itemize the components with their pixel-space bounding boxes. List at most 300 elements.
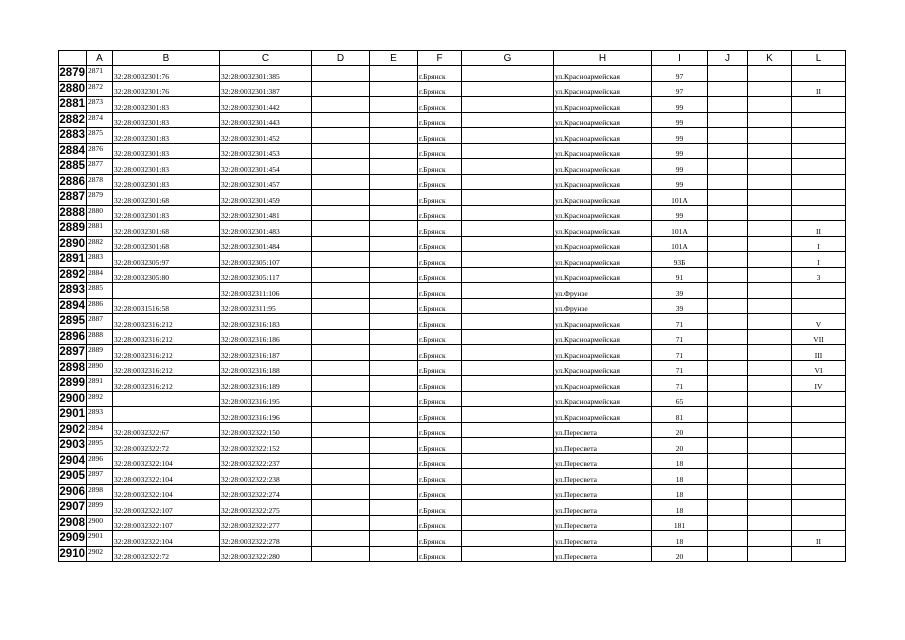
cell-d[interactable] bbox=[312, 376, 370, 392]
cell-a[interactable]: 2898 bbox=[87, 484, 113, 500]
cell-j[interactable] bbox=[708, 391, 748, 407]
cell-j[interactable] bbox=[708, 422, 748, 438]
cell-h[interactable]: ул.Пересвета bbox=[554, 500, 652, 516]
cell-d[interactable] bbox=[312, 66, 370, 82]
row-number[interactable]: 2892 bbox=[59, 268, 85, 281]
column-header-c[interactable]: C bbox=[220, 51, 312, 66]
cell-g[interactable] bbox=[462, 469, 554, 485]
cell-e[interactable] bbox=[370, 531, 418, 547]
cell-l[interactable] bbox=[792, 469, 846, 485]
cell-l[interactable] bbox=[792, 97, 846, 113]
cell-e[interactable] bbox=[370, 438, 418, 454]
cell-g[interactable] bbox=[462, 546, 554, 562]
cell-f[interactable]: г.Брянск bbox=[418, 283, 462, 299]
cell-j[interactable] bbox=[708, 345, 748, 361]
row-number[interactable]: 2883 bbox=[59, 129, 85, 142]
row-number[interactable]: 2884 bbox=[59, 144, 85, 157]
cell-i[interactable]: 93Б bbox=[652, 252, 708, 268]
cell-h[interactable]: ул.Пересвета bbox=[554, 531, 652, 547]
cell-e[interactable] bbox=[370, 97, 418, 113]
cell-e[interactable] bbox=[370, 81, 418, 97]
cell-f[interactable]: г.Брянск bbox=[418, 515, 462, 531]
cell-h[interactable]: ул.Красноармейская bbox=[554, 314, 652, 330]
cell-a[interactable]: 2880 bbox=[87, 205, 113, 221]
cell-f[interactable]: г.Брянск bbox=[418, 345, 462, 361]
cell-j[interactable] bbox=[708, 500, 748, 516]
cell-b[interactable]: 32:28:0032322:72 bbox=[113, 546, 220, 562]
cell-e[interactable] bbox=[370, 422, 418, 438]
cell-e[interactable] bbox=[370, 329, 418, 345]
cell-f[interactable]: г.Брянск bbox=[418, 407, 462, 423]
cell-j[interactable] bbox=[708, 469, 748, 485]
cell-f[interactable]: г.Брянск bbox=[418, 267, 462, 283]
cell-l[interactable] bbox=[792, 190, 846, 206]
cell-b[interactable]: 32:28:0032316:212 bbox=[113, 329, 220, 345]
cell-h[interactable]: ул.Красноармейская bbox=[554, 128, 652, 144]
cell-k[interactable] bbox=[748, 252, 792, 268]
cell-l[interactable] bbox=[792, 515, 846, 531]
cell-g[interactable] bbox=[462, 205, 554, 221]
cell-d[interactable] bbox=[312, 438, 370, 454]
column-header-k[interactable]: K bbox=[748, 51, 792, 66]
row-number[interactable]: 2895 bbox=[59, 315, 85, 328]
cell-j[interactable] bbox=[708, 453, 748, 469]
cell-c[interactable]: 32:28:0032301:453 bbox=[220, 143, 312, 159]
cell-k[interactable] bbox=[748, 531, 792, 547]
cell-d[interactable] bbox=[312, 97, 370, 113]
row-number[interactable]: 2900 bbox=[59, 392, 85, 405]
cell-l[interactable] bbox=[792, 500, 846, 516]
cell-l[interactable] bbox=[792, 205, 846, 221]
cell-c[interactable]: 32:28:0032316:196 bbox=[220, 407, 312, 423]
cell-c[interactable]: 32:28:0032301:442 bbox=[220, 97, 312, 113]
cell-g[interactable] bbox=[462, 484, 554, 500]
cell-a[interactable]: 2899 bbox=[87, 500, 113, 516]
cell-j[interactable] bbox=[708, 128, 748, 144]
column-header-i[interactable]: I bbox=[652, 51, 708, 66]
cell-e[interactable] bbox=[370, 236, 418, 252]
cell-a[interactable]: 2894 bbox=[87, 422, 113, 438]
cell-j[interactable] bbox=[708, 236, 748, 252]
cell-d[interactable] bbox=[312, 283, 370, 299]
cell-h[interactable]: ул.Пересвета bbox=[554, 438, 652, 454]
cell-h[interactable]: ул.Красноармейская bbox=[554, 190, 652, 206]
cell-f[interactable]: г.Брянск bbox=[418, 500, 462, 516]
cell-j[interactable] bbox=[708, 205, 748, 221]
cell-i[interactable]: 99 bbox=[652, 174, 708, 190]
cell-a[interactable]: 2874 bbox=[87, 112, 113, 128]
cell-i[interactable]: 81 bbox=[652, 407, 708, 423]
cell-f[interactable]: г.Брянск bbox=[418, 314, 462, 330]
cell-l[interactable]: VI bbox=[792, 360, 846, 376]
cell-j[interactable] bbox=[708, 407, 748, 423]
cell-g[interactable] bbox=[462, 97, 554, 113]
cell-g[interactable] bbox=[462, 267, 554, 283]
cell-i[interactable]: 99 bbox=[652, 97, 708, 113]
cell-h[interactable]: ул.Красноармейская bbox=[554, 81, 652, 97]
cell-d[interactable] bbox=[312, 159, 370, 175]
cell-f[interactable]: г.Брянск bbox=[418, 484, 462, 500]
cell-f[interactable]: г.Брянск bbox=[418, 438, 462, 454]
row-number[interactable]: 2893 bbox=[59, 284, 85, 297]
cell-d[interactable] bbox=[312, 174, 370, 190]
row-number[interactable]: 2909 bbox=[59, 532, 85, 545]
cell-c[interactable]: 32:28:0032311:106 bbox=[220, 283, 312, 299]
cell-k[interactable] bbox=[748, 329, 792, 345]
cell-i[interactable]: 99 bbox=[652, 143, 708, 159]
cell-g[interactable] bbox=[462, 314, 554, 330]
cell-j[interactable] bbox=[708, 283, 748, 299]
cell-i[interactable]: 18 bbox=[652, 531, 708, 547]
cell-c[interactable]: 32:28:0032301:385 bbox=[220, 66, 312, 82]
cell-k[interactable] bbox=[748, 314, 792, 330]
cell-h[interactable]: ул.Фрунзе bbox=[554, 283, 652, 299]
row-number[interactable]: 2880 bbox=[59, 82, 85, 95]
cell-g[interactable] bbox=[462, 190, 554, 206]
cell-h[interactable]: ул.Красноармейская bbox=[554, 407, 652, 423]
cell-k[interactable] bbox=[748, 97, 792, 113]
cell-b[interactable]: 32:28:0032301:68 bbox=[113, 236, 220, 252]
cell-k[interactable] bbox=[748, 298, 792, 314]
cell-h[interactable]: ул.Красноармейская bbox=[554, 174, 652, 190]
cell-l[interactable] bbox=[792, 174, 846, 190]
cell-j[interactable] bbox=[708, 221, 748, 237]
cell-b[interactable]: 32:28:0032322:107 bbox=[113, 500, 220, 516]
cell-a[interactable]: 2902 bbox=[87, 546, 113, 562]
cell-k[interactable] bbox=[748, 205, 792, 221]
column-header-b[interactable]: B bbox=[113, 51, 220, 66]
cell-k[interactable] bbox=[748, 190, 792, 206]
cell-k[interactable] bbox=[748, 515, 792, 531]
cell-l[interactable] bbox=[792, 391, 846, 407]
cell-j[interactable] bbox=[708, 81, 748, 97]
column-header-l[interactable]: L bbox=[792, 51, 846, 66]
cell-l[interactable] bbox=[792, 422, 846, 438]
cell-l[interactable] bbox=[792, 112, 846, 128]
cell-b[interactable]: 32:28:0031516:58 bbox=[113, 298, 220, 314]
cell-h[interactable]: ул.Красноармейская bbox=[554, 360, 652, 376]
cell-h[interactable]: ул.Красноармейская bbox=[554, 221, 652, 237]
cell-c[interactable]: 32:28:0032322:278 bbox=[220, 531, 312, 547]
cell-h[interactable]: ул.Красноармейская bbox=[554, 345, 652, 361]
cell-i[interactable]: 99 bbox=[652, 128, 708, 144]
cell-d[interactable] bbox=[312, 531, 370, 547]
cell-e[interactable] bbox=[370, 267, 418, 283]
cell-g[interactable] bbox=[462, 531, 554, 547]
cell-a[interactable]: 2890 bbox=[87, 360, 113, 376]
column-header-j[interactable]: J bbox=[708, 51, 748, 66]
cell-j[interactable] bbox=[708, 531, 748, 547]
cell-d[interactable] bbox=[312, 469, 370, 485]
cell-b[interactable] bbox=[113, 391, 220, 407]
cell-c[interactable]: 32:28:0032301:483 bbox=[220, 221, 312, 237]
cell-i[interactable]: 97 bbox=[652, 81, 708, 97]
row-number[interactable]: 2881 bbox=[59, 98, 85, 111]
cell-e[interactable] bbox=[370, 453, 418, 469]
cell-g[interactable] bbox=[462, 438, 554, 454]
cell-j[interactable] bbox=[708, 376, 748, 392]
cell-h[interactable]: ул.Красноармейская bbox=[554, 329, 652, 345]
row-number[interactable]: 2899 bbox=[59, 377, 85, 390]
cell-c[interactable]: 32:28:0032316:189 bbox=[220, 376, 312, 392]
cell-b[interactable]: 32:28:0032316:212 bbox=[113, 345, 220, 361]
cell-a[interactable]: 2901 bbox=[87, 531, 113, 547]
cell-j[interactable] bbox=[708, 438, 748, 454]
cell-i[interactable]: 101А bbox=[652, 236, 708, 252]
cell-l[interactable]: VII bbox=[792, 329, 846, 345]
cell-c[interactable]: 32:28:0032316:187 bbox=[220, 345, 312, 361]
cell-b[interactable] bbox=[113, 407, 220, 423]
cell-h[interactable]: ул.Красноармейская bbox=[554, 376, 652, 392]
cell-g[interactable] bbox=[462, 81, 554, 97]
cell-c[interactable]: 32:28:0032322:238 bbox=[220, 469, 312, 485]
cell-e[interactable] bbox=[370, 345, 418, 361]
row-number[interactable]: 2903 bbox=[59, 439, 85, 452]
cell-g[interactable] bbox=[462, 329, 554, 345]
cell-i[interactable]: 101А bbox=[652, 190, 708, 206]
cell-e[interactable] bbox=[370, 407, 418, 423]
cell-a[interactable]: 2895 bbox=[87, 438, 113, 454]
cell-k[interactable] bbox=[748, 422, 792, 438]
cell-d[interactable] bbox=[312, 484, 370, 500]
cell-e[interactable] bbox=[370, 360, 418, 376]
cell-g[interactable] bbox=[462, 391, 554, 407]
cell-d[interactable] bbox=[312, 143, 370, 159]
cell-e[interactable] bbox=[370, 298, 418, 314]
cell-g[interactable] bbox=[462, 159, 554, 175]
row-number[interactable]: 2889 bbox=[59, 222, 85, 235]
cell-l[interactable] bbox=[792, 298, 846, 314]
cell-j[interactable] bbox=[708, 360, 748, 376]
cell-e[interactable] bbox=[370, 376, 418, 392]
cell-d[interactable] bbox=[312, 314, 370, 330]
cell-b[interactable]: 32:28:0032301:83 bbox=[113, 159, 220, 175]
cell-b[interactable]: 32:28:0032322:67 bbox=[113, 422, 220, 438]
cell-l[interactable]: I bbox=[792, 252, 846, 268]
cell-a[interactable]: 2893 bbox=[87, 407, 113, 423]
cell-l[interactable] bbox=[792, 66, 846, 82]
cell-f[interactable]: г.Брянск bbox=[418, 376, 462, 392]
cell-i[interactable]: 71 bbox=[652, 329, 708, 345]
row-number[interactable]: 2888 bbox=[59, 206, 85, 219]
cell-b[interactable]: 32:28:0032316:212 bbox=[113, 360, 220, 376]
cell-h[interactable]: ул.Красноармейская bbox=[554, 236, 652, 252]
cell-l[interactable] bbox=[792, 438, 846, 454]
cell-b[interactable]: 32:28:0032301:83 bbox=[113, 143, 220, 159]
cell-d[interactable] bbox=[312, 298, 370, 314]
cell-f[interactable]: г.Брянск bbox=[418, 66, 462, 82]
cell-c[interactable]: 32:28:0032316:186 bbox=[220, 329, 312, 345]
cell-d[interactable] bbox=[312, 267, 370, 283]
cell-j[interactable] bbox=[708, 143, 748, 159]
cell-j[interactable] bbox=[708, 112, 748, 128]
column-header-h[interactable]: H bbox=[554, 51, 652, 66]
column-header-a[interactable]: A bbox=[87, 51, 113, 66]
cell-k[interactable] bbox=[748, 438, 792, 454]
cell-l[interactable]: II bbox=[792, 221, 846, 237]
cell-g[interactable] bbox=[462, 422, 554, 438]
cell-l[interactable] bbox=[792, 128, 846, 144]
cell-d[interactable] bbox=[312, 236, 370, 252]
row-number[interactable]: 2890 bbox=[59, 237, 85, 250]
cell-e[interactable] bbox=[370, 143, 418, 159]
cell-d[interactable] bbox=[312, 407, 370, 423]
cell-b[interactable]: 32:28:0032301:68 bbox=[113, 221, 220, 237]
cell-b[interactable]: 32:28:0032301:76 bbox=[113, 66, 220, 82]
cell-a[interactable]: 2879 bbox=[87, 190, 113, 206]
cell-e[interactable] bbox=[370, 391, 418, 407]
cell-b[interactable]: 32:28:0032316:212 bbox=[113, 376, 220, 392]
cell-k[interactable] bbox=[748, 469, 792, 485]
cell-f[interactable]: г.Брянск bbox=[418, 112, 462, 128]
cell-j[interactable] bbox=[708, 159, 748, 175]
cell-j[interactable] bbox=[708, 546, 748, 562]
row-number[interactable]: 2894 bbox=[59, 299, 85, 312]
cell-a[interactable]: 2897 bbox=[87, 469, 113, 485]
cell-e[interactable] bbox=[370, 500, 418, 516]
cell-k[interactable] bbox=[748, 267, 792, 283]
cell-f[interactable]: г.Брянск bbox=[418, 252, 462, 268]
cell-l[interactable] bbox=[792, 484, 846, 500]
cell-e[interactable] bbox=[370, 128, 418, 144]
row-number[interactable]: 2908 bbox=[59, 516, 85, 529]
cell-c[interactable]: 32:28:0032301:387 bbox=[220, 81, 312, 97]
cell-k[interactable] bbox=[748, 159, 792, 175]
row-number[interactable]: 2902 bbox=[59, 423, 85, 436]
cell-k[interactable] bbox=[748, 236, 792, 252]
cell-d[interactable] bbox=[312, 112, 370, 128]
row-number[interactable]: 2904 bbox=[59, 454, 85, 467]
cell-d[interactable] bbox=[312, 391, 370, 407]
cell-f[interactable]: г.Брянск bbox=[418, 174, 462, 190]
cell-h[interactable]: ул.Пересвета bbox=[554, 484, 652, 500]
cell-j[interactable] bbox=[708, 190, 748, 206]
cell-d[interactable] bbox=[312, 221, 370, 237]
row-number[interactable]: 2886 bbox=[59, 175, 85, 188]
cell-h[interactable]: ул.Красноармейская bbox=[554, 205, 652, 221]
cell-a[interactable]: 2892 bbox=[87, 391, 113, 407]
cell-c[interactable]: 32:28:0032316:188 bbox=[220, 360, 312, 376]
cell-i[interactable]: 97 bbox=[652, 66, 708, 82]
cell-h[interactable]: ул.Пересвета bbox=[554, 515, 652, 531]
cell-f[interactable]: г.Брянск bbox=[418, 453, 462, 469]
cell-f[interactable]: г.Брянск bbox=[418, 221, 462, 237]
cell-i[interactable]: 20 bbox=[652, 422, 708, 438]
cell-d[interactable] bbox=[312, 345, 370, 361]
column-header-g[interactable]: G bbox=[462, 51, 554, 66]
cell-c[interactable]: 32:28:0032301:452 bbox=[220, 128, 312, 144]
cell-e[interactable] bbox=[370, 221, 418, 237]
cell-e[interactable] bbox=[370, 314, 418, 330]
cell-h[interactable]: ул.Пересвета bbox=[554, 453, 652, 469]
cell-d[interactable] bbox=[312, 128, 370, 144]
cell-j[interactable] bbox=[708, 174, 748, 190]
cell-i[interactable]: 71 bbox=[652, 376, 708, 392]
cell-f[interactable]: г.Брянск bbox=[418, 81, 462, 97]
row-number[interactable]: 2910 bbox=[59, 547, 85, 560]
cell-c[interactable]: 32:28:0032301:443 bbox=[220, 112, 312, 128]
cell-h[interactable]: ул.Красноармейская bbox=[554, 391, 652, 407]
cell-g[interactable] bbox=[462, 515, 554, 531]
cell-e[interactable] bbox=[370, 484, 418, 500]
row-number[interactable]: 2907 bbox=[59, 501, 85, 514]
cell-f[interactable]: г.Брянск bbox=[418, 205, 462, 221]
cell-c[interactable]: 32:28:0032305:107 bbox=[220, 252, 312, 268]
cell-l[interactable]: IV bbox=[792, 376, 846, 392]
cell-g[interactable] bbox=[462, 236, 554, 252]
cell-l[interactable]: III bbox=[792, 345, 846, 361]
cell-c[interactable]: 32:28:0032322:237 bbox=[220, 453, 312, 469]
cell-h[interactable]: ул.Пересвета bbox=[554, 469, 652, 485]
cell-e[interactable] bbox=[370, 469, 418, 485]
cell-f[interactable]: г.Брянск bbox=[418, 143, 462, 159]
cell-a[interactable]: 2883 bbox=[87, 252, 113, 268]
cell-b[interactable]: 32:28:0032322:104 bbox=[113, 531, 220, 547]
corner-cell[interactable] bbox=[59, 51, 87, 66]
cell-h[interactable]: ул.Пересвета bbox=[554, 546, 652, 562]
cell-g[interactable] bbox=[462, 252, 554, 268]
cell-g[interactable] bbox=[462, 283, 554, 299]
cell-c[interactable]: 32:28:0032322:274 bbox=[220, 484, 312, 500]
row-number[interactable]: 2906 bbox=[59, 485, 85, 498]
cell-c[interactable]: 32:28:0032322:150 bbox=[220, 422, 312, 438]
cell-a[interactable]: 2886 bbox=[87, 298, 113, 314]
row-number[interactable]: 2898 bbox=[59, 361, 85, 374]
column-header-e[interactable]: E bbox=[370, 51, 418, 66]
cell-l[interactable] bbox=[792, 453, 846, 469]
cell-c[interactable]: 32:28:0032322:275 bbox=[220, 500, 312, 516]
cell-i[interactable]: 18 bbox=[652, 453, 708, 469]
cell-f[interactable]: г.Брянск bbox=[418, 159, 462, 175]
cell-k[interactable] bbox=[748, 221, 792, 237]
cell-f[interactable]: г.Брянск bbox=[418, 236, 462, 252]
cell-f[interactable]: г.Брянск bbox=[418, 329, 462, 345]
cell-d[interactable] bbox=[312, 81, 370, 97]
column-header-d[interactable]: D bbox=[312, 51, 370, 66]
cell-j[interactable] bbox=[708, 298, 748, 314]
cell-a[interactable]: 2889 bbox=[87, 345, 113, 361]
cell-i[interactable]: 20 bbox=[652, 438, 708, 454]
cell-i[interactable]: 18 bbox=[652, 484, 708, 500]
cell-g[interactable] bbox=[462, 360, 554, 376]
cell-b[interactable] bbox=[113, 283, 220, 299]
cell-i[interactable]: 71 bbox=[652, 345, 708, 361]
cell-b[interactable]: 32:28:0032322:107 bbox=[113, 515, 220, 531]
cell-d[interactable] bbox=[312, 252, 370, 268]
cell-c[interactable]: 32:28:0032322:152 bbox=[220, 438, 312, 454]
cell-h[interactable]: ул.Красноармейская bbox=[554, 159, 652, 175]
cell-f[interactable]: г.Брянск bbox=[418, 546, 462, 562]
cell-k[interactable] bbox=[748, 128, 792, 144]
cell-b[interactable]: 32:28:0032301:83 bbox=[113, 128, 220, 144]
cell-l[interactable] bbox=[792, 283, 846, 299]
cell-j[interactable] bbox=[708, 97, 748, 113]
cell-a[interactable]: 2878 bbox=[87, 174, 113, 190]
cell-d[interactable] bbox=[312, 190, 370, 206]
cell-l[interactable]: II bbox=[792, 531, 846, 547]
cell-g[interactable] bbox=[462, 221, 554, 237]
cell-g[interactable] bbox=[462, 128, 554, 144]
cell-b[interactable]: 32:28:0032305:97 bbox=[113, 252, 220, 268]
cell-e[interactable] bbox=[370, 283, 418, 299]
cell-j[interactable] bbox=[708, 515, 748, 531]
cell-e[interactable] bbox=[370, 546, 418, 562]
cell-b[interactable]: 32:28:0032301:68 bbox=[113, 190, 220, 206]
cell-l[interactable]: II bbox=[792, 81, 846, 97]
cell-a[interactable]: 2888 bbox=[87, 329, 113, 345]
cell-b[interactable]: 32:28:0032301:83 bbox=[113, 97, 220, 113]
cell-a[interactable]: 2881 bbox=[87, 221, 113, 237]
